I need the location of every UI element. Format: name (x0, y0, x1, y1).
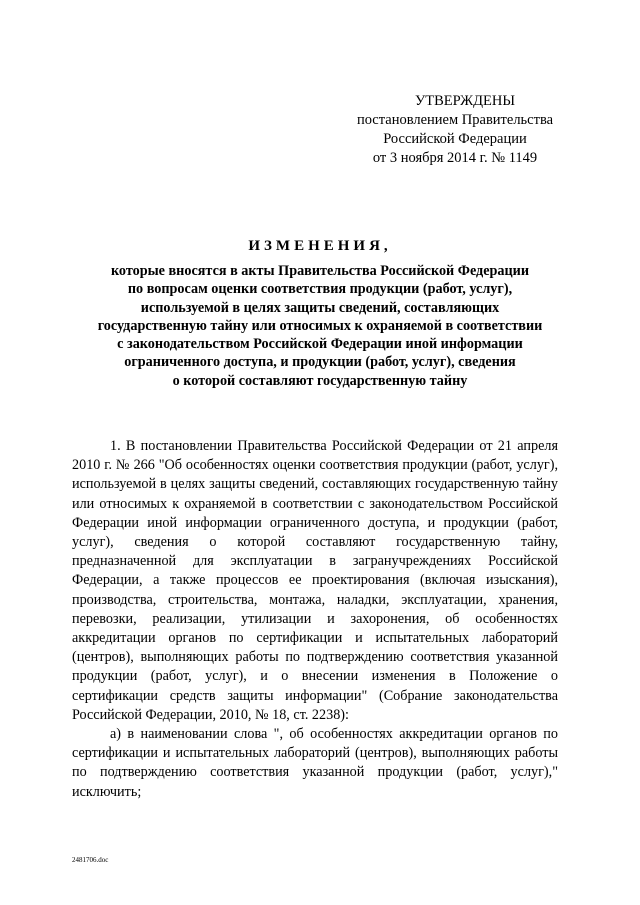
subtitle-line: по вопросам оценки соответствия продукции (работ, услуг), (127, 281, 513, 298)
approval-block (330, 92, 580, 168)
document-body (72, 437, 558, 802)
paragraph-1: 1. В постановлении Правительства Российской Федерации от 21 апреля 2010 г. № 266 "Об особенностях оценки соответствия продукции (работ, услуг), используемой в целях защиты сведений, составляющих государственную тайну или относимых к охраняемой в соответствии с законодательством Российской Федерации иной информации ограниченного доступа, и продукции (работ, услуг), сведения о которой составляют государственную тайну, предназначенной для эксплуатации в загранучреждениях Российской Федерации, а также процессов ее проектирования (включая изыскания), производства, строительства, монтажа, наладки, эксплуатации, хранения, перевозки, реализации, утилизации и захоронения, об особенностях аккредитации органов по сертификации и испытательных лабораторий (центров), выполняющих работы по подтверждению соответствия указанной продукции (работ, услуг), и о внесении изменения в Положение о сертификации средств защиты информации" (Собрание законодательства Российской Федерации, 2010, № 18, ст. 2238): (72, 438, 558, 723)
subtitle-line: с законодательством Российской Федерации иной информации (117, 336, 523, 353)
approval-line-2: Российской Федерации (383, 131, 527, 147)
document-subtitle (60, 262, 580, 390)
approval-line-1: постановлением Правительства (356, 112, 554, 128)
subtitle-line: ограниченного доступа, и продукции (работ, услуг), сведения (124, 354, 516, 371)
subtitle-line: которые вносятся в акты Правительства Российской Федерации (110, 263, 530, 279)
footer-filename: 2481706.doc (72, 856, 109, 864)
document-title: ИЗМЕНЕНИЯ, (248, 238, 392, 254)
approval-heading: УТВЕРЖДЕНЫ (414, 93, 516, 109)
approval-line-3: от 3 ноября 2014 г. № 1149 (372, 150, 538, 166)
subtitle-line: используемой в целях защиты сведений, составляющих (140, 299, 500, 316)
subtitle-line: о которой составляют государственную тайну (172, 372, 468, 389)
paragraph-a: а) в наименовании слова ", об особенностях аккредитации органов по сертификации и испытательных лабораторий (центров), выполняющих работы по подтверждению соответствия указанной продукции (работ, услуг)," исключить; (72, 726, 558, 800)
subtitle-line: государственную тайну или относимых к охраняемой в соответствии (97, 317, 543, 334)
